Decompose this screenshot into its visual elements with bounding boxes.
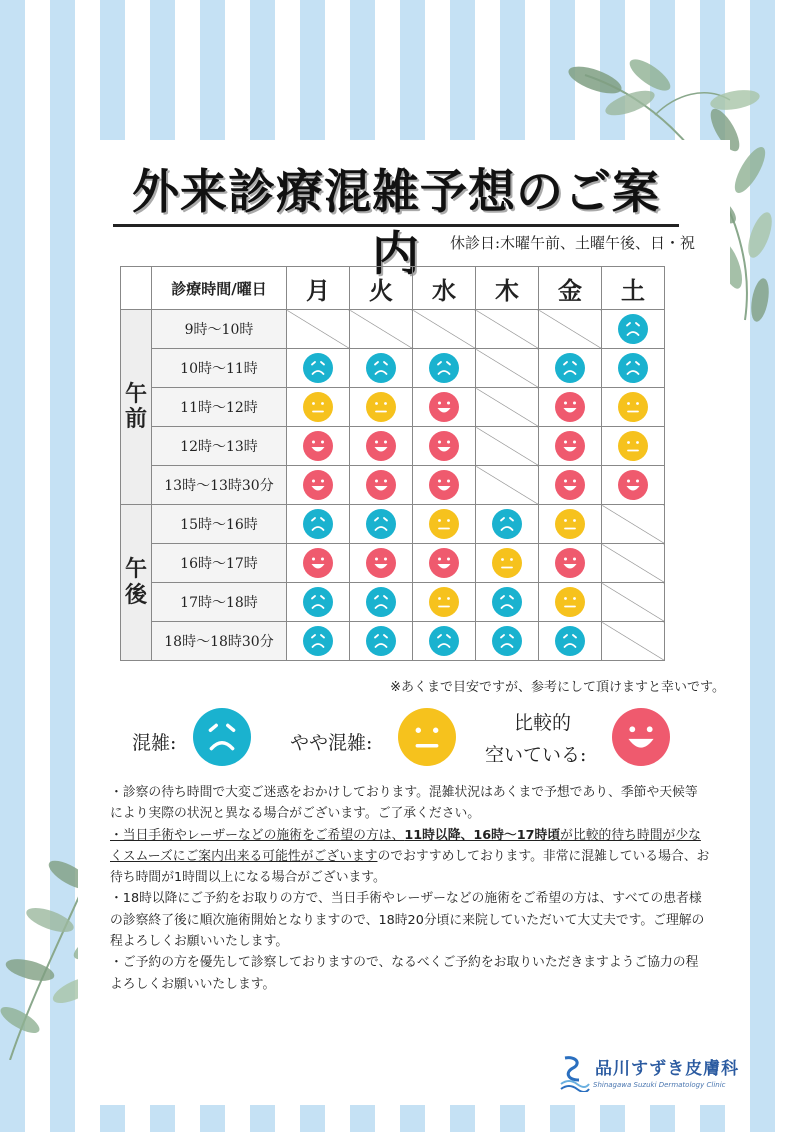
busy-face-icon [429,626,459,656]
period-morning [121,310,152,505]
time-slot: 17時～18時 [152,583,287,622]
status-cell-busy [350,622,413,661]
free-face-icon [366,470,396,500]
closed-cell [476,310,539,349]
closed-cell [350,310,413,349]
header-day: 水 [413,267,476,310]
status-cell-moderate [350,388,413,427]
free-face-icon [618,470,648,500]
status-cell-free [413,466,476,505]
time-slot: 10時～11時 [152,349,287,388]
closed-cell [476,466,539,505]
busy-face-icon [429,353,459,383]
closed-days: 休診日:木曜午前、土曜午後、日・祝 [449,234,695,252]
notice-p2-times: 11時以降、16時～17時頃 [404,827,561,843]
clinic-name-en: Shinagawa Suzuki Dermatology Clinic [593,1081,726,1089]
status-cell-moderate [602,388,665,427]
closed-cell [602,505,665,544]
table-row [121,466,665,505]
status-cell-free [287,466,350,505]
clinic-logo [555,1050,740,1098]
closed-cell [476,388,539,427]
status-cell-free [350,427,413,466]
busy-face-icon [555,353,585,383]
free-face-icon [429,548,459,578]
table-note: ※あくまで目安ですが、参考にして頂けますと幸いです。 [390,680,725,695]
status-cell-free [539,544,602,583]
status-cell-busy [413,349,476,388]
notice-paragraph-2 [110,825,710,889]
legend-moderate-label: やや混雑: [290,732,373,754]
status-cell-busy [350,505,413,544]
page-title: 外来診療混雑予想のご案内 [132,165,660,282]
closed-cell [602,583,665,622]
status-cell-moderate [539,505,602,544]
status-cell-free [602,466,665,505]
free-face-icon [429,431,459,461]
clinic-name: 品川すずき皮膚科 [595,1059,740,1079]
busy-face-icon [555,626,585,656]
busy-face-icon [366,626,396,656]
busy-face-icon [618,314,648,344]
free-face-icon [555,431,585,461]
moderate-face-icon [618,392,648,422]
closed-cell [476,349,539,388]
free-face-icon [366,548,396,578]
moderate-face-icon [429,509,459,539]
busy-face-icon [366,587,396,617]
status-cell-moderate [413,505,476,544]
congestion-table [120,266,665,661]
status-cell-moderate [413,583,476,622]
period-label: 午 [124,556,147,583]
free-face-icon [303,548,333,578]
busy-face-icon [303,587,333,617]
free-face-icon [366,431,396,461]
legend-free-face-icon [612,708,670,766]
notice-paragraph-4: ・ご予約の方を優先して診察しておりますので、なるべくご予約をお取りいただきますようご協力の程よろしくお願いいたします。 [110,955,699,992]
notice-paragraph-3: ・18時以降にご予約をお取りの方で、当日手術やレーザーなどの施術をご希望の方は、すべての患者様の診察終了後に順次施術開始となりますので、18時20分頃に来院していただいて大丈夫です。ご理解の程よろしくお願いいたします。 [110,891,705,950]
busy-face-icon [303,509,333,539]
closed-cell [287,310,350,349]
time-slot: 18時～18時30分 [152,622,287,661]
status-cell-free [350,544,413,583]
header-day: 月 [287,267,350,310]
header-day: 木 [476,267,539,310]
status-cell-moderate [287,388,350,427]
header-time: 診療時間/曜日 [152,267,287,310]
moderate-face-icon [618,431,648,461]
period-label: 前 [124,406,147,432]
table-row [121,310,665,349]
free-face-icon [555,548,585,578]
clinic-logo-icon [557,1052,591,1092]
notice-p2-intro: ・当日手術やレーザーなどの施術をご希望の方は、 [110,827,405,843]
table-row [121,505,665,544]
busy-face-icon [492,626,522,656]
table-row [121,544,665,583]
status-cell-free [287,544,350,583]
status-cell-busy [539,349,602,388]
closed-cell [602,622,665,661]
status-cell-busy [287,349,350,388]
table-row [121,388,665,427]
status-cell-busy [350,583,413,622]
time-slot: 11時～12時 [152,388,287,427]
moderate-face-icon [429,587,459,617]
table-corner [121,267,152,310]
closed-cell [539,310,602,349]
status-cell-busy [287,622,350,661]
status-cell-busy [350,349,413,388]
busy-face-icon [303,626,333,656]
table-row [121,427,665,466]
legend-busy-label: 混雑: [132,732,177,754]
closed-cell [602,544,665,583]
status-cell-busy [413,622,476,661]
header-day: 火 [350,267,413,310]
title-underline [113,224,679,227]
moderate-face-icon [303,392,333,422]
time-slot: 9時～10時 [152,310,287,349]
busy-face-icon [366,353,396,383]
legend-free-label-line2: 空いている: [485,744,587,766]
free-face-icon [555,470,585,500]
free-face-icon [429,392,459,422]
status-cell-free [539,388,602,427]
legend-moderate-face-icon [398,708,456,766]
status-cell-free [287,427,350,466]
busy-face-icon [492,509,522,539]
status-cell-busy [476,505,539,544]
status-cell-moderate [476,544,539,583]
status-cell-free [539,427,602,466]
status-cell-free [413,388,476,427]
busy-face-icon [618,353,648,383]
free-face-icon [303,470,333,500]
status-cell-free [413,427,476,466]
status-cell-moderate [602,427,665,466]
busy-face-icon [366,509,396,539]
time-slot: 15時～16時 [152,505,287,544]
busy-face-icon [303,353,333,383]
status-cell-busy [539,622,602,661]
legend-busy-face-icon [193,708,251,766]
status-cell-busy [476,583,539,622]
status-cell-free [413,544,476,583]
status-cell-busy [476,622,539,661]
moderate-face-icon [366,392,396,422]
table-row [121,583,665,622]
moderate-face-icon [555,509,585,539]
free-face-icon [429,470,459,500]
free-face-icon [303,431,333,461]
free-face-icon [555,392,585,422]
closed-cell [413,310,476,349]
moderate-face-icon [555,587,585,617]
status-cell-busy [602,349,665,388]
time-slot: 12時～13時 [152,427,287,466]
status-cell-free [350,466,413,505]
notice-text [110,782,710,995]
table-row [121,622,665,661]
status-cell-busy [287,583,350,622]
legend-free-label-line1: 比較的 [514,712,572,734]
period-label: 後 [124,581,147,608]
period-label: 午 [124,380,147,407]
period-afternoon [121,505,152,661]
notice-paragraph-1: ・診察の待ち時間で大変ご迷惑をおかけしております。混雑状況はあくまで予想であり、季節や天候等により実際の状況と異なる場合がございます。ご了承ください。 [110,785,698,822]
time-slot: 13時～13時30分 [152,466,287,505]
busy-face-icon [492,587,522,617]
status-cell-free [539,466,602,505]
table-row [121,349,665,388]
notice-p2-rest: のでおすすめしております。非常に混雑している場合、お待ち時間が1時間以上になる場合がございます。 [110,848,710,886]
header-day: 土 [602,267,665,310]
notice-p2-underlined: が比較的待ち時間が少なくスムーズにご案内出来る可能性がございます [110,827,701,864]
status-cell-busy [287,505,350,544]
time-slot: 16時～17時 [152,544,287,583]
status-cell-busy [602,310,665,349]
closed-cell [476,427,539,466]
moderate-face-icon [492,548,522,578]
header-day: 金 [539,267,602,310]
status-cell-moderate [539,583,602,622]
